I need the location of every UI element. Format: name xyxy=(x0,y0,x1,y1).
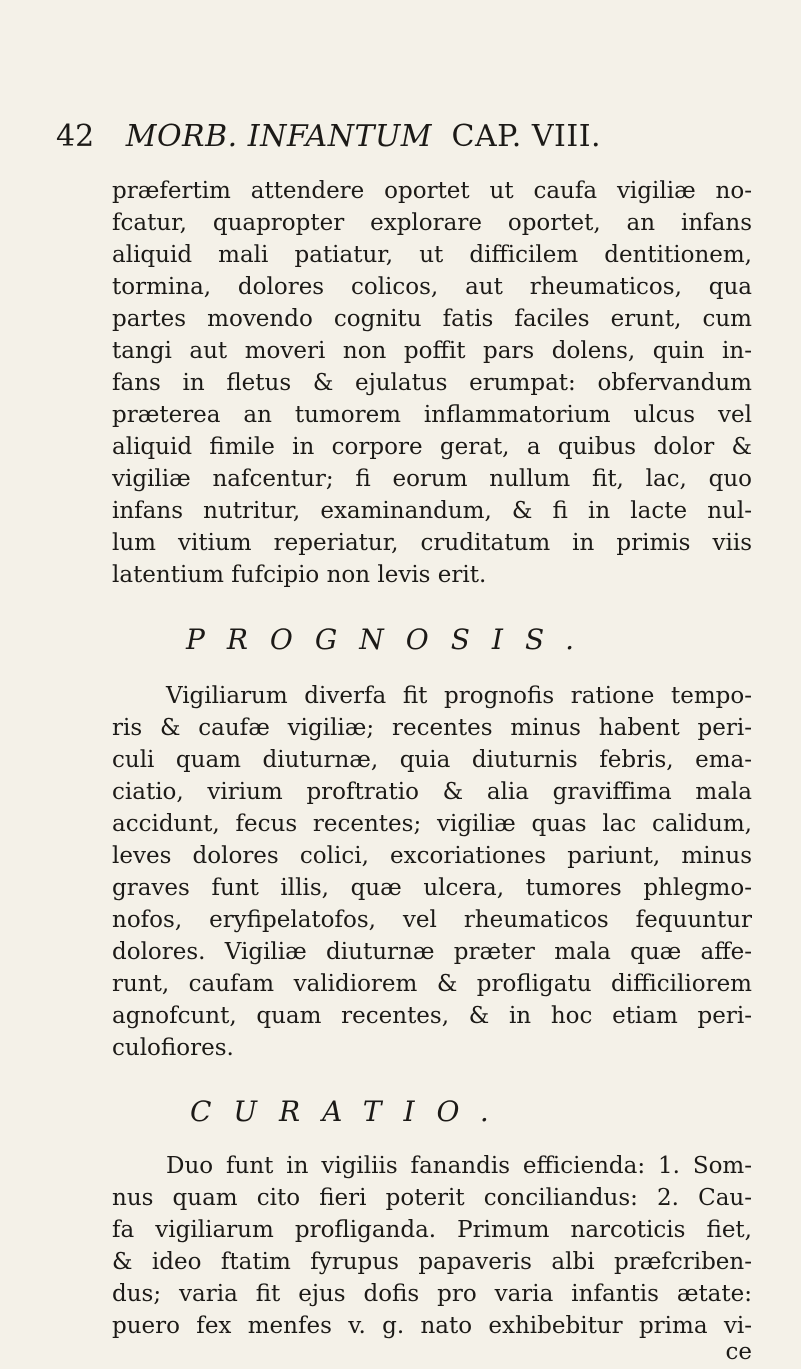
section-heading-curatio: CURATIO. xyxy=(190,1095,511,1128)
text-line: & ideo ftatim fyrupus papaveris albi præfcriben- xyxy=(112,1249,752,1275)
text-line: vigiliæ nafcentur; fi eorum nullum fit, lac, quo xyxy=(112,466,752,492)
text-line: puero fex menfes v. g. nato exhibebitur prima vi- xyxy=(112,1313,752,1339)
chapter-label: CAP. VIII. xyxy=(451,119,602,154)
text-line: agnofcunt, quam recentes, & in hoc etiam peri- xyxy=(112,1003,752,1029)
page-number: 42 xyxy=(56,119,95,154)
text-line: ciatio, virium proftratio & alia graviffima mala xyxy=(112,779,752,805)
section-heading-prognosis: PROGNOSIS. xyxy=(186,623,597,656)
text-line: lum vitium reperiatur, cruditatum in primis viis xyxy=(112,530,752,556)
text-line: infans nutritur, examinandum, & fi in lacte nul- xyxy=(112,498,752,524)
text-line: leves dolores colici, excoriationes pariunt, minus xyxy=(112,843,752,869)
text-line: nus quam cito fieri poterit conciliandus: 2. Cau- xyxy=(112,1185,752,1211)
text-line: Vigiliarum diverfa fit prognofis ratione tempo- xyxy=(166,683,752,709)
text-line: partes movendo cognitu fatis faciles erunt, cum xyxy=(112,306,752,332)
text-line: dus; varia fit ejus dofis pro varia infantis ætate: xyxy=(112,1281,752,1307)
text-line: aliquid fimile in corpore gerat, a quibus dolor & xyxy=(112,434,752,460)
page-header xyxy=(56,112,756,162)
catchword: ce xyxy=(725,1339,752,1365)
text-line: latentium fufcipio non levis erit. xyxy=(112,562,487,588)
text-line: Duo funt in vigiliis fanandis efficienda: 1. Som- xyxy=(166,1153,752,1179)
text-line: graves funt illis, quæ ulcera, tumores phlegmo- xyxy=(112,875,752,901)
text-line: culofiores. xyxy=(112,1035,234,1061)
text-line: runt, caufam validiorem & profligatu difficiliorem xyxy=(112,971,752,997)
text-line: fans in fletus & ejulatus erumpat: obfervandum xyxy=(112,370,752,396)
text-line: culi quam diuturnæ, quia diuturnis febris, ema- xyxy=(112,747,752,773)
text-line: dolores. Vigiliæ diuturnæ præter mala quæ affe- xyxy=(112,939,752,965)
text-line: nofos, eryfipelatofos, vel rheumaticos fequuntur xyxy=(112,907,752,933)
text-line: præfertim attendere oportet ut caufa vigiliæ no- xyxy=(112,178,752,204)
text-line: fcatur, quapropter explorare oportet, an infans xyxy=(112,210,752,236)
text-line: ris & caufæ vigiliæ; recentes minus habent peri- xyxy=(112,715,752,741)
text-line: aliquid mali patiatur, ut difficilem dentitionem, xyxy=(112,242,752,268)
text-line: tormina, dolores colicos, aut rheumaticos, qua xyxy=(112,274,752,300)
text-line: præterea an tumorem inflammatorium ulcus vel xyxy=(112,402,752,428)
text-line: fa vigiliarum profliganda. Primum narcoticis fiet, xyxy=(112,1217,752,1243)
text-line: accidunt, fecus recentes; vigiliæ quas lac calidum, xyxy=(112,811,752,837)
text-line: tangi aut moveri non poffit pars dolens, quin in- xyxy=(112,338,752,364)
running-title: MORB. INFANTUM xyxy=(125,119,432,154)
